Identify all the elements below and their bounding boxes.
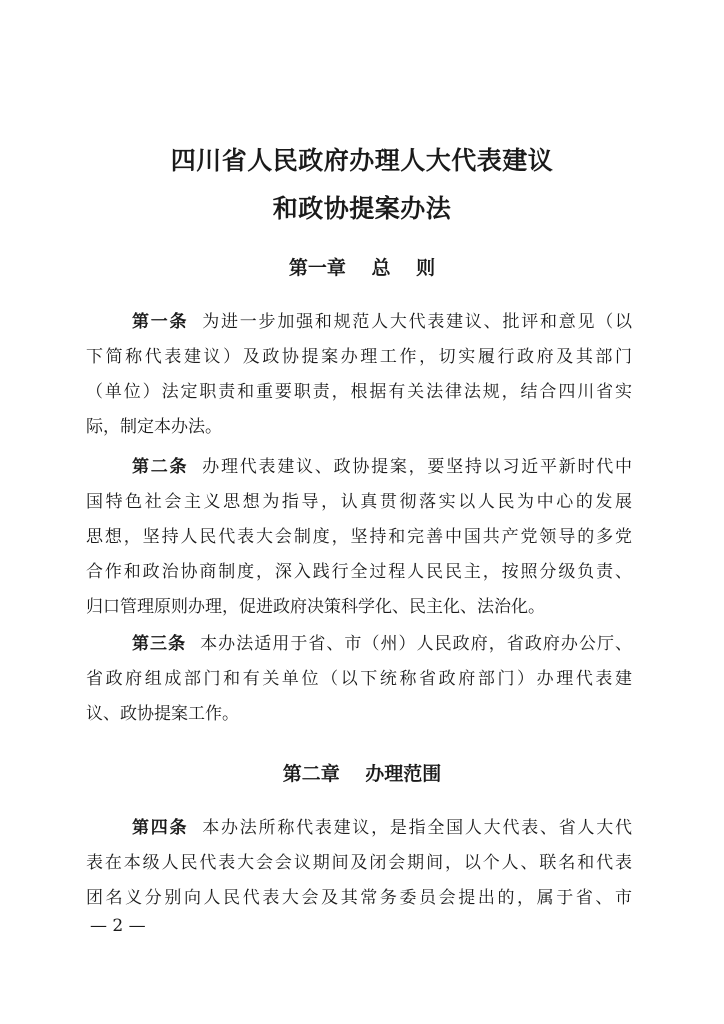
article-1-line-3: （单位）法定职责和重要职责，根据有关法律法规，结合四川省实	[86, 382, 632, 402]
article-1-line-1: 第一条 为进一步加强和规范人大代表建议、批评和意见（以	[132, 312, 633, 332]
article-2-line-4: 合作和政治协商制度，深入践行全过程人民民主，按照分级负责、	[86, 562, 632, 582]
article-2-line-2: 国特色社会主义思想为指导，认真贯彻落实以人民为中心的发展	[86, 492, 632, 512]
article-4-line-1: 第四条 本办法所称代表建议，是指全国人大代表、省人大代	[132, 818, 633, 838]
page-number: — 2 —	[90, 916, 146, 936]
document-title-line-1: 四川省人民政府办理人大代表建议	[170, 146, 554, 175]
chapter-2-heading: 第二章 办理范围	[282, 763, 442, 785]
article-2-line-5: 归口管理原则办理，促进政府决策科学化、民主化、法治化。	[86, 597, 545, 617]
document-title-line-2: 和政协提案办法	[272, 194, 452, 223]
article-3-line-2: 省政府组成部门和有关单位（以下统称省政府部门）办理代表建	[86, 669, 632, 689]
chapter-1-heading: 第一章 总 则	[288, 257, 436, 279]
article-2-line-1: 第二条 办理代表建议、政协提案，要坚持以习近平新时代中	[132, 457, 633, 477]
article-2-line-3: 思想，坚持人民代表大会制度，坚持和完善中国共产党领导的多党	[86, 527, 632, 547]
article-4-line-2: 表在本级人民代表大会会议期间及闭会期间，以个人、联名和代表	[86, 853, 632, 873]
article-3-label: 第三条	[132, 634, 187, 654]
article-4-line-3: 团名义分别向人民代表大会及其常务委员会提出的，属于省、市	[86, 888, 632, 908]
article-3-line-1: 第三条 本办法适用于省、市（州）人民政府，省政府办公厅、	[132, 634, 633, 654]
article-4-label: 第四条	[132, 818, 189, 838]
article-2-label: 第二条	[132, 457, 189, 477]
article-1-label: 第一条	[132, 312, 189, 332]
article-1-line-2: 下简称代表建议）及政协提案办理工作，切实履行政府及其部门	[86, 347, 632, 367]
article-1-line-4: 际，制定本办法。	[86, 417, 222, 437]
article-3-line-3: 议、政协提案工作。	[86, 704, 239, 724]
